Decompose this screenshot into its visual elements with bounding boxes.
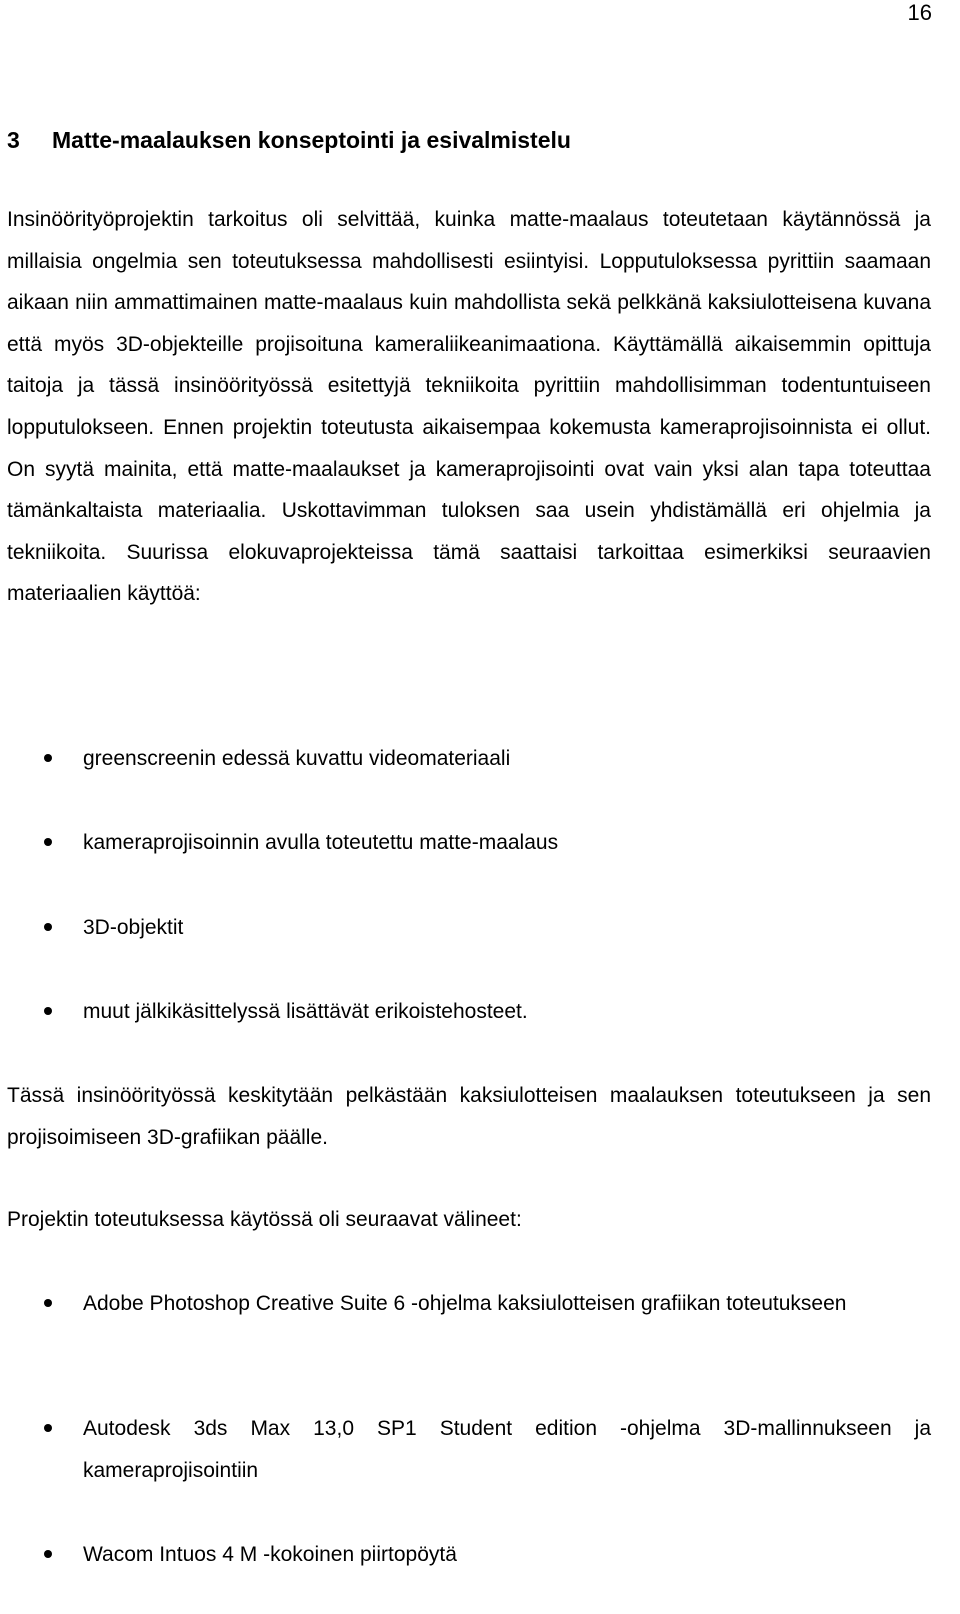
bullet-icon <box>44 838 52 846</box>
list-item <box>0 991 931 1033</box>
bullet-icon <box>44 923 52 931</box>
chapter-heading <box>7 125 571 155</box>
chapter-title: Matte-maalauksen konseptointi ja esivalmistelu <box>52 127 571 153</box>
list-item-text: Adobe Photoshop Creative Suite 6 -ohjelma kaksiulotteisen grafiikan toteutukseen <box>83 1292 847 1315</box>
list-item-text: muut jälkikäsittelyssä lisättävät erikoistehosteet. <box>83 1000 528 1023</box>
list-item <box>0 1408 931 1491</box>
list-item <box>0 738 931 780</box>
intro-paragraph: Insinöörityöprojektin tarkoitus oli selvittää, kuinka matte-maalaus toteutetaan käytännössä ja millaisia ongelmia sen toteutuksessa mahdollisesti esiintyisi. Lopputuloksessa pyrittiin saamaan aikaan niin ammattimainen matte-maalaus kuin mahdollista sekä pelkkänä kaksiulotteisena kuvana että myös 3D-objekteille projisoituna kameraliikeanimaationa. Käyttämällä aikaisemmin opittuja taitoja ja tässä insinöörityössä esitettyjä tekniikoita pyrittiin mahdollisimman todentuntuiseen lopputulokseen. Ennen projektin toteutusta aikaisempaa kokemusta kameraprojisoinnista ei ollut. On syytä mainita, että matte-maalaukset ja kameraprojisointi ovat vain yksi alan tapa toteuttaa tämänkaltaista materiaalia. Uskottavimman tuloksen saa usein yhdistämällä eri ohjelmia ja tekniikoita. Suurissa elokuvaprojekteissa tämä saattaisi tarkoittaa esimerkiksi seuraavien materiaalien käyttöä: <box>7 208 931 606</box>
focus-paragraph: Tässä insinöörityössä keskitytään pelkästään kaksiulotteisen maalauksen toteutukseen ja sen projisoimiseen 3D-grafiikan päälle. <box>7 1084 931 1149</box>
list-item <box>0 907 931 949</box>
chapter-number: 3 <box>7 127 20 153</box>
bullet-icon <box>44 1299 52 1307</box>
list-item <box>0 822 931 864</box>
page-number: 16 <box>907 0 932 25</box>
bullet-icon <box>44 754 52 762</box>
tools-intro-paragraph: Projektin toteutuksessa käytössä oli seuraavat välineet: <box>7 1208 522 1231</box>
list-item-text: greenscreenin edessä kuvattu videomateriaali <box>83 747 511 770</box>
list-item-text: 3D-objektit <box>83 916 184 939</box>
list-item-text: Autodesk 3ds Max 13,0 SP1 Student edition -ohjelma 3D-mallinnukseen ja kameraprojisointiin <box>83 1417 931 1482</box>
list-item-text: Wacom Intuos 4 M -kokoinen piirtopöytä <box>83 1543 457 1566</box>
list-item-text: kameraprojisoinnin avulla toteutettu matte-maalaus <box>83 831 559 854</box>
bullet-icon <box>44 1007 52 1015</box>
list-item <box>0 1534 931 1576</box>
bullet-icon <box>44 1424 52 1432</box>
list-item <box>0 1283 931 1325</box>
bullet-icon <box>44 1550 52 1558</box>
